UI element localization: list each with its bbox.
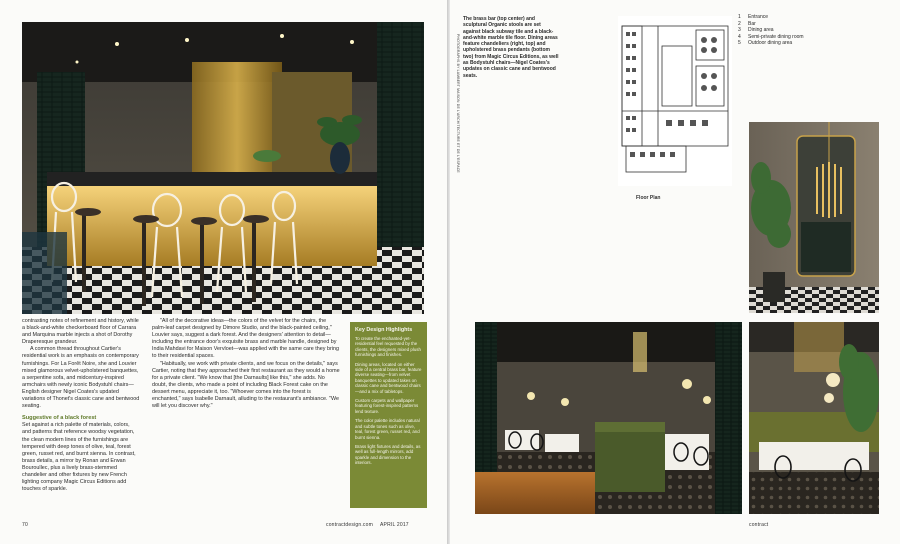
legend-item: 3 Dining area — [738, 27, 774, 34]
page-number: 70 — [22, 522, 28, 528]
chandelier-photo-illustration — [749, 122, 879, 313]
paragraph: "All of the decorative ideas—the colors of the velvet for the chairs, the palm-leaf carpet designed by Dimore Studio, and the black-painted ceiling," Louvier says, suggest a dark forest. And the designers' attention to detail—including the entrance door's exquisite brass and marble handle, designed by India Mahdavi for Maison Vervloet—was applied with the same care they bring to their residential spaces. — [152, 318, 339, 360]
sidebar-item: To create the enchanted-yet-residential feel requested by the clients, the designers mixed plush furnishings and finishes. — [355, 336, 421, 358]
paragraph: Set against a rich palette of materials, colors, and patterns that reference woodsy vegetation, the clean modern lines of the furnishings are tempered with deep tones of olive, teal, forest green, russet red, and burnt sienna. In contrast, brass details, a mirror by Ronan and Erwan Bouroullec, plus a lively brass-stemmed chandelier and other fixtures by new French lighting company Magic Circus Editions add touches of sparkle. — [22, 422, 136, 493]
body-column-2 — [152, 318, 340, 410]
sidebar-item: The color palette includes natural and subtle tones such as olive, teal, forest green, russet red, and burnt sienna. — [355, 418, 420, 440]
floor-plan-drawing — [618, 16, 732, 186]
legend-item: 4 Semi-private dining room — [738, 33, 804, 40]
bar-photo — [22, 22, 424, 314]
legend-item: 5 Outdoor dining area — [738, 40, 793, 47]
photo-credit: PHOTOGRAPHS BY LAMBERT MAISON DE L'ARCHITECTURE ET DE L'ESPACE — [456, 34, 460, 173]
magazine-name: contract — [749, 522, 769, 528]
sidebar-item: Custom carpets and wallpaper featuring forest-inspired patterns lend texture. — [355, 398, 419, 414]
photo-caption: The brass bar (top center) and sculptural Organic stools are set against black subway tile and a black-and-white marble tile floor. Dining areas feature chandeliers (right, top) and upholstered brass pendants (bottom two) from Magic Circus Editions, as well as Bodystuhl chairs—Nigel Coates's updates on classic cane and bentwood seats. — [463, 16, 559, 79]
section-heading: Suggestive of a black forest — [22, 415, 97, 422]
site-url: contractdesign.com — [326, 522, 373, 528]
sidebar-title: Key Design Highlights — [355, 327, 413, 333]
body-column-1 — [22, 318, 140, 493]
paragraph: contrasting notes of refinement and history, while a black-and-white checkerboard floor of Carrara and Marquina marble injects a shot of Dorothy Draperesque grandeur. — [22, 318, 139, 346]
chandelier-photo — [749, 122, 879, 313]
sidebar-item: Brass light fixtures and details, as well as full-length mirrors, add sparkle and dimension to the interiors. — [355, 443, 421, 466]
sidebar-item: Dining areas, located on either side of a central brass bar, feature diverse seating—from velvet banquettes to updated takes on classic cane and bentwood chairs—and a mix of tabletops. — [355, 361, 422, 394]
key-design-highlights-box — [350, 322, 427, 508]
issue-date: APRIL 2017 — [380, 522, 409, 528]
paragraph: A common thread throughout Cartier's residential work is an emphasis on contemporary furnishings. For La Forêt Noire, she and Louvier mixed glamorous velvet-upholstered banquettes, a serpentine sofa, and midcentury-inspired armchairs with newly iconic Bodystuhl chairs—English designer Nigel Coates's updated variations of Thonet's classic cane and bentwood seating. — [22, 346, 140, 410]
legend-item: 2 Bar — [738, 20, 756, 27]
banquette-dining-photo — [749, 322, 879, 514]
bar-photo-illustration — [22, 22, 424, 314]
dining-room-photo — [475, 322, 742, 514]
floor-plan-caption: Floor Plan — [636, 195, 661, 201]
paragraph: "Habitually, we work with private clients, and we focus on the details," says Cartier, noting that they approached their first restaurant as they would a home for a private client. "We know that [the Darnaults] like this," she adds. No doubt, the clients, who made a point of including Black Forest cake on the dessert menu, appreciate it, too. "Whoever comes into the forest is enchanted," says Isabelle Darnault, alluding to the restaurant's ambiance. "We will let you discover why." — [152, 360, 340, 410]
floor-plan-legend — [738, 14, 804, 47]
legend-item: 1 Entrance — [738, 14, 769, 20]
left-page — [0, 0, 447, 544]
banquette-dining-photo-illustration — [749, 322, 879, 514]
floor-plan — [618, 16, 732, 186]
dining-room-photo-illustration — [475, 322, 742, 514]
